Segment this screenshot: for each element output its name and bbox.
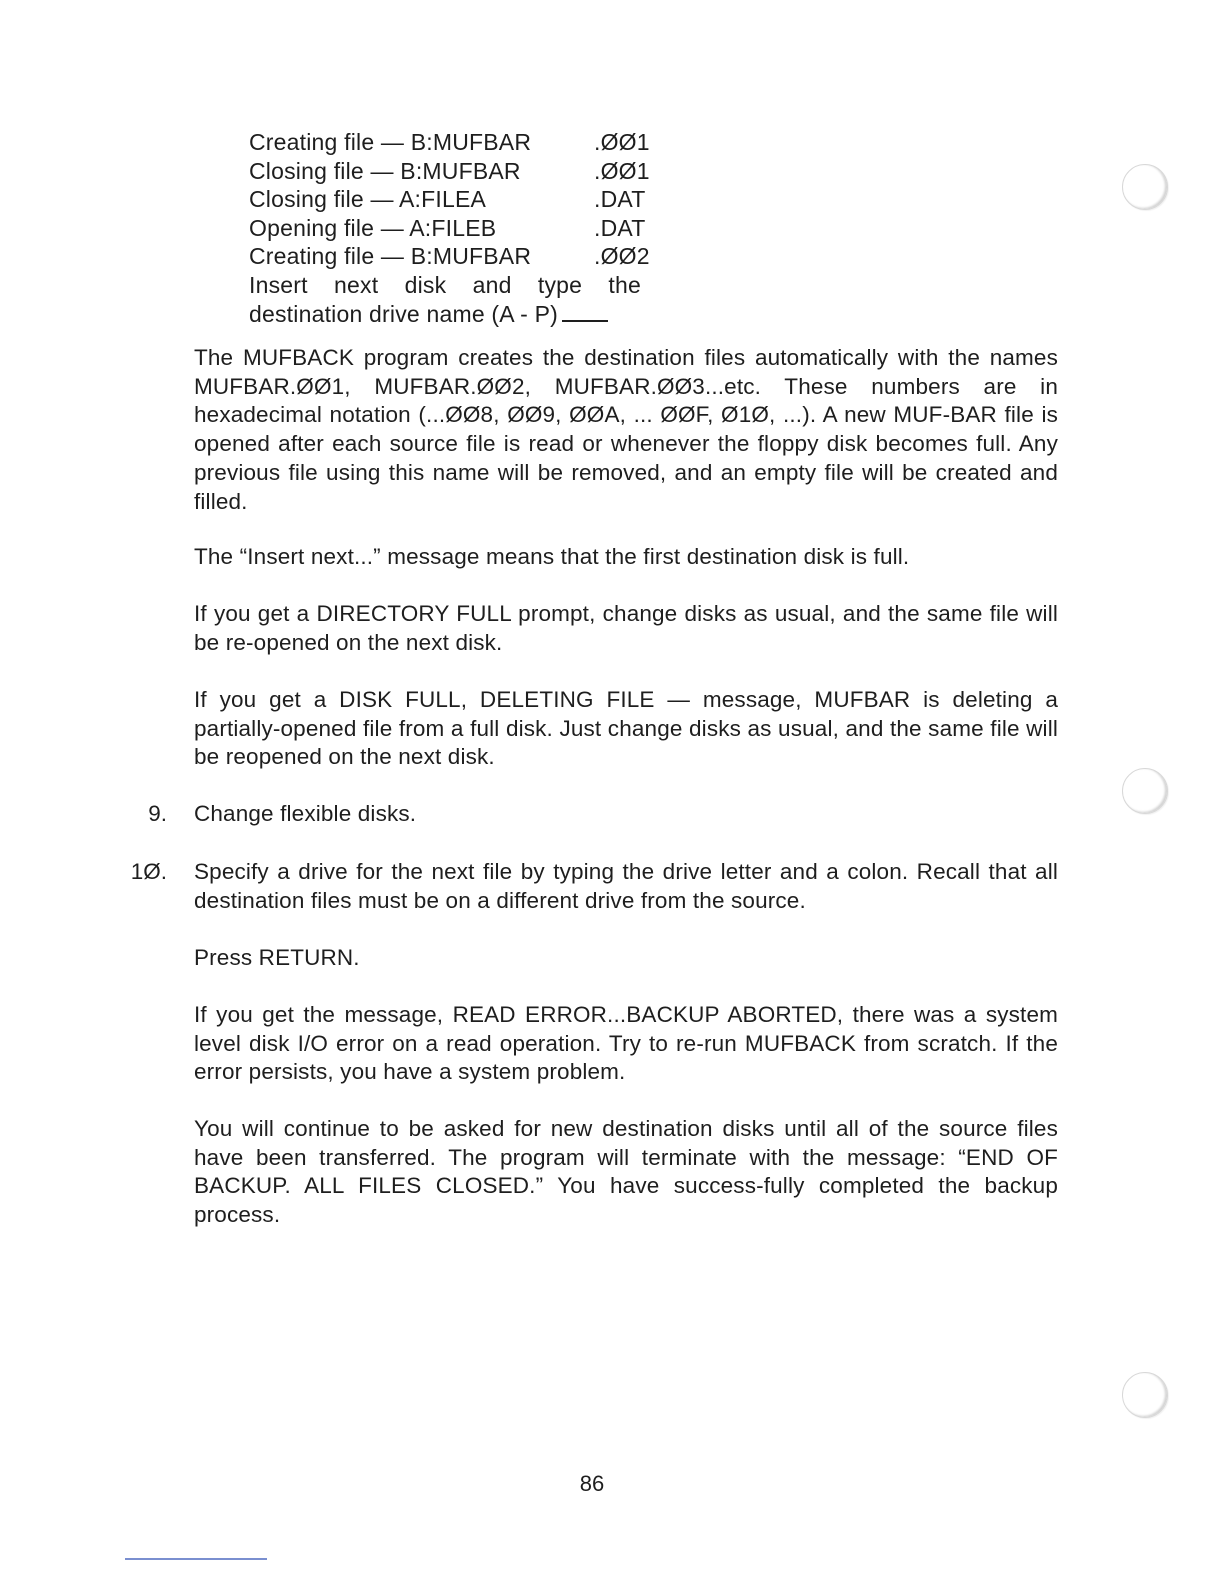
- paragraph-end-of-backup: You will continue to be asked for new destination disks until all of the source files have been transferred. The program will terminate with the message: “END OF BACKUP. ALL FILES CLOSED.” You have success-fully completed the backup process.: [194, 1116, 1058, 1228]
- console-extension: .DAT: [594, 186, 646, 213]
- console-message: Creating file — B:MUFBAR: [249, 129, 532, 155]
- console-message: Creating file — B:MUFBAR: [249, 243, 532, 270]
- console-prompt-text: destination drive name (A - P): [249, 300, 558, 327]
- console-extension: .DAT: [594, 214, 646, 241]
- binder-hole-icon: [1122, 164, 1168, 210]
- paragraph-mufback-description: The MUFBACK program creates the destination files automatically with the names MUFBAR.ØØ1, MUFBAR.ØØ2, MUFBAR.ØØ3...etc. These numbers are in hexadecimal notation (...ØØ8, ØØ9, ØØA, ... ØØF, Ø1Ø, ...). A new MUF-BAR file is opened after each source file is read or whenever the floppy disk becomes full. Any previous file using this name will be removed, and an empty file will be created and filled.: [194, 345, 1058, 514]
- binder-hole-icon: [1122, 1372, 1168, 1418]
- console-line: [249, 185, 649, 214]
- console-extension: .ØØ1: [594, 129, 650, 155]
- binder-hole-icon: [1122, 768, 1168, 814]
- console-extension: .ØØ1: [594, 157, 650, 184]
- paragraph-disk-full: If you get a DISK FULL, DELETING FILE — message, MUFBAR is deleting a partially-opened file from a full disk. Just change disks as usual, and the same file will be reopened on the next disk.: [194, 687, 1058, 770]
- paragraph-press-return: Press RETURN.: [194, 945, 360, 970]
- paragraph-insert-next: The “Insert next...” message means that the first destination disk is full.: [194, 544, 910, 569]
- paragraph-directory-full: If you get a DIRECTORY FULL prompt, change disks as usual, and the same file will be re-opened on the next disk.: [194, 601, 1058, 655]
- console-message: Opening file — A:FILEB: [249, 214, 497, 241]
- step-number: 1Ø.: [130, 859, 167, 884]
- console-line: [249, 242, 649, 271]
- paragraph-read-error: If you get the message, READ ERROR...BACKUP ABORTED, there was a system level disk I/O error on a read operation. Try to re-run MUFBACK from scratch. If the error persists, you have a system problem.: [194, 1002, 1058, 1085]
- console-prompt-line: Insert next disk and type the: [249, 271, 641, 298]
- console-message: Closing file — B:MUFBAR: [249, 157, 521, 184]
- step-specify-drive: Specify a drive for the next file by typing the drive letter and a colon. Recall that all destination files must be on a different drive from the source.: [194, 859, 1058, 913]
- console-line: [249, 214, 649, 243]
- step-number: 9.: [148, 801, 167, 826]
- bottom-rule: [125, 1558, 267, 1560]
- console-line: [249, 128, 649, 157]
- console-line: [249, 157, 649, 186]
- console-output: [249, 128, 649, 328]
- console-prompt-line: [249, 300, 649, 329]
- input-blank: [562, 302, 608, 322]
- console-message: Closing file — A:FILEA: [249, 186, 487, 213]
- console-extension: .ØØ2: [594, 243, 650, 270]
- page-number: 86: [579, 1471, 605, 1496]
- step-change-disks: Change flexible disks.: [194, 801, 417, 826]
